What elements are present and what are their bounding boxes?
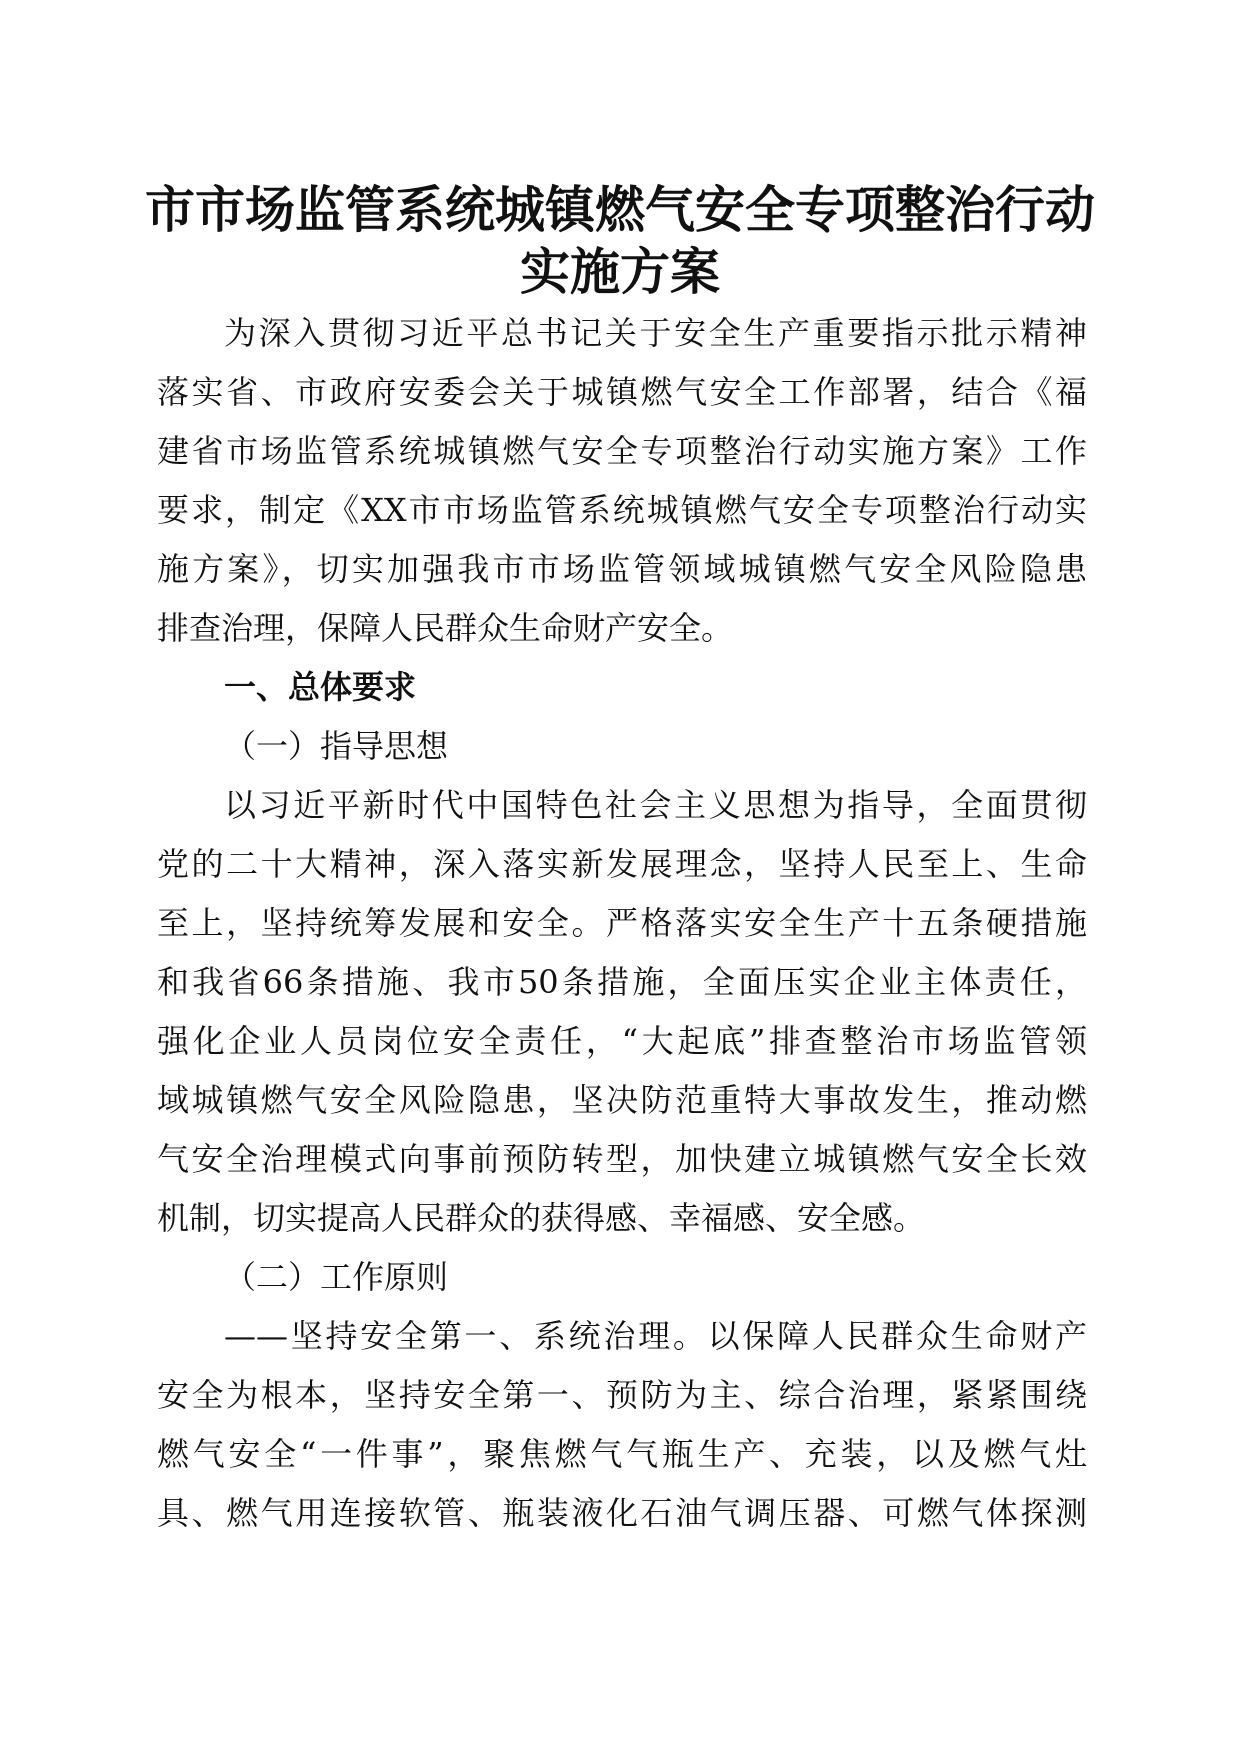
paragraph-line: 机制，切实提高人民群众的获得感、幸福感、安全感。 — [157, 1199, 926, 1237]
paragraph-line: 建省市场监管系统城镇燃气安全专项整治行动实施方案》工作 — [157, 432, 1087, 470]
paragraph-line: 气安全治理模式向事前预防转型，加快建立城镇燃气安全长效 — [157, 1140, 1087, 1178]
paragraph-line: 安全为根本，坚持安全第一、预防为主、综合治理，紧紧围绕 — [157, 1376, 1087, 1414]
paragraph-line: 落实省、市政府安委会关于城镇燃气安全工作部署，结合《福 — [157, 373, 1087, 411]
paragraph-line: ——坚持安全第一、系统治理。以保障人民群众生命财产 — [224, 1317, 1087, 1355]
paragraph-line: 具、燃气用连接软管、瓶装液化石油气调压器、可燃气体探测 — [157, 1494, 1087, 1532]
document-title-line-1: 市市场监管系统城镇燃气安全专项整治行动 — [145, 180, 1095, 239]
document-title-line-2: 实施方案 — [520, 242, 720, 301]
paragraph-line: 燃气安全“一件事”，聚焦燃气气瓶生产、充装，以及燃气灶 — [157, 1435, 1087, 1473]
subsection-heading: （一）指导思想 — [224, 727, 449, 765]
paragraph-line: 和我省66条措施、我市50条措施，全面压实企业主体责任， — [157, 963, 1087, 1001]
paragraph-line: 以习近平新时代中国特色社会主义思想为指导，全面贯彻 — [224, 786, 1087, 824]
subsection-heading: （二）工作原则 — [224, 1258, 449, 1296]
paragraph-line: 域城镇燃气安全风险隐患，坚决防范重特大事故发生，推动燃 — [157, 1081, 1087, 1119]
paragraph-line: 排查治理，保障人民群众生命财产安全。 — [157, 609, 734, 647]
paragraph-line: 至上，坚持统筹发展和安全。严格落实安全生产十五条硬措施 — [157, 904, 1087, 942]
paragraph-line: 强化企业人员岗位安全责任，“大起底”排查整治市场监管领 — [157, 1022, 1087, 1060]
section-heading: 一、总体要求 — [224, 668, 417, 706]
paragraph-line: 施方案》，切实加强我市市场监管领域城镇燃气安全风险隐患 — [157, 550, 1087, 588]
paragraph-line: 党的二十大精神，深入落实新发展理念，坚持人民至上、生命 — [157, 845, 1087, 883]
paragraph-line: 为深入贯彻习近平总书记关于安全生产重要指示批示精神 — [224, 314, 1087, 352]
document-body — [157, 304, 1087, 1543]
paragraph-line: 要求，制定《XX市市场监管系统城镇燃气安全专项整治行动实 — [157, 491, 1087, 529]
